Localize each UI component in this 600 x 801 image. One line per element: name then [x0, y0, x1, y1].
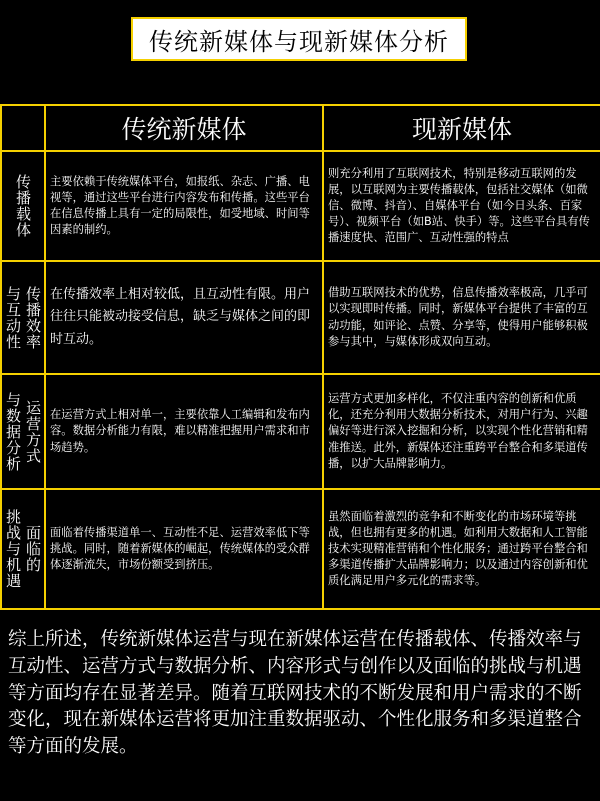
- summary-paragraph: 综上所述，传统新媒体运营与现在新媒体运营在传播载体、传播效率与互动性、运营方式与数据分析、内容形式与创作以及面临的挑战与机遇等方面均存在显著差异。随着互联网技术的不断发展和用户需求的不断变化，现在新媒体运营将更加注重数据驱动、个性化服务和多渠道整合等方面的发展。: [8, 629, 582, 758]
- row-label-efficiency: [1, 261, 45, 374]
- header-traditional: 传统新媒体: [45, 105, 323, 151]
- row-label-text: 与数据分析: [4, 391, 22, 472]
- table-header-row: [1, 105, 600, 151]
- row-label-text: 面临的: [24, 525, 42, 573]
- comparison-table: [0, 104, 600, 610]
- row-label-text: 挑战与机遇: [4, 509, 22, 589]
- cell-modern: 运营方式更加多样化，不仅注重内容的创新和优质化，还充分利用大数据分析技术，对用户行为、兴趣偏好等进行深入挖掘和分析，以实现个性化营销和精准推送。此外，新媒体还注重跨平台整合和多渠道传播，以扩大品牌影响力。: [323, 374, 600, 489]
- table-row: [1, 151, 600, 261]
- table-row: [1, 374, 600, 489]
- cell-modern: 则充分利用了互联网技术，特别是移动互联网的发展，以互联网为主要传播载体，包括社交媒体（如微信、微博、抖音）、自媒体平台（如今日头条、百家号）、视频平台（如B站、快手）等。这些平台具有传播速度快、范围广、互动性强的特点: [323, 151, 600, 261]
- title-box: [131, 17, 467, 61]
- cell-traditional: 面临着传播渠道单一、互动性不足、运营效率低下等挑战。同时，随着新媒体的崛起，传统媒体的受众群体逐渐流失，市场份额受到挤压。: [45, 489, 323, 609]
- cell-traditional: 在运营方式上相对单一，主要依靠人工编辑和发布内容。数据分析能力有限，难以精准把握用户需求和市场趋势。: [45, 374, 323, 489]
- row-label-text: 与互动性: [4, 285, 22, 350]
- row-label-operations: [1, 374, 45, 489]
- row-label-carrier: [1, 151, 45, 261]
- cell-traditional: 在传播效率上相对较低，且互动性有限。用户往往只能被动接受信息，缺乏与媒体之间的即时互动。: [45, 261, 323, 374]
- header-corner: [1, 105, 45, 151]
- row-label-text: 传播载体: [14, 174, 32, 238]
- cell-modern: 虽然面临着激烈的竞争和不断变化的市场环境等挑战，但也拥有更多的机遇。如利用大数据和人工智能技术实现精准营销和个性化服务；通过跨平台整合和多渠道传播扩大品牌影响力；以及通过内容创新和优质化满足用户多元化的需求等。: [323, 489, 600, 609]
- cell-traditional: 主要依赖于传统媒体平台，如报纸、杂志、广播、电视等，通过这些平台进行内容发布和传播。这些平台在信息传播上具有一定的局限性，如受地域、时间等因素的制约。: [45, 151, 323, 261]
- header-modern: 现新媒体: [323, 105, 600, 151]
- row-label-text: 传播效率: [24, 285, 42, 350]
- table-row: [1, 489, 600, 609]
- cell-modern: 借助互联网技术的优势，信息传播效率极高，几乎可以实现即时传播。同时，新媒体平台提供了丰富的互动功能，如评论、点赞、分享等，使得用户能够积极参与其中，与媒体形成双向互动。: [323, 261, 600, 374]
- page-title: 传统新媒体与现新媒体分析: [149, 27, 449, 56]
- row-label-challenges: [1, 489, 45, 609]
- table-row: [1, 261, 600, 374]
- row-label-text: 运营方式: [24, 399, 42, 464]
